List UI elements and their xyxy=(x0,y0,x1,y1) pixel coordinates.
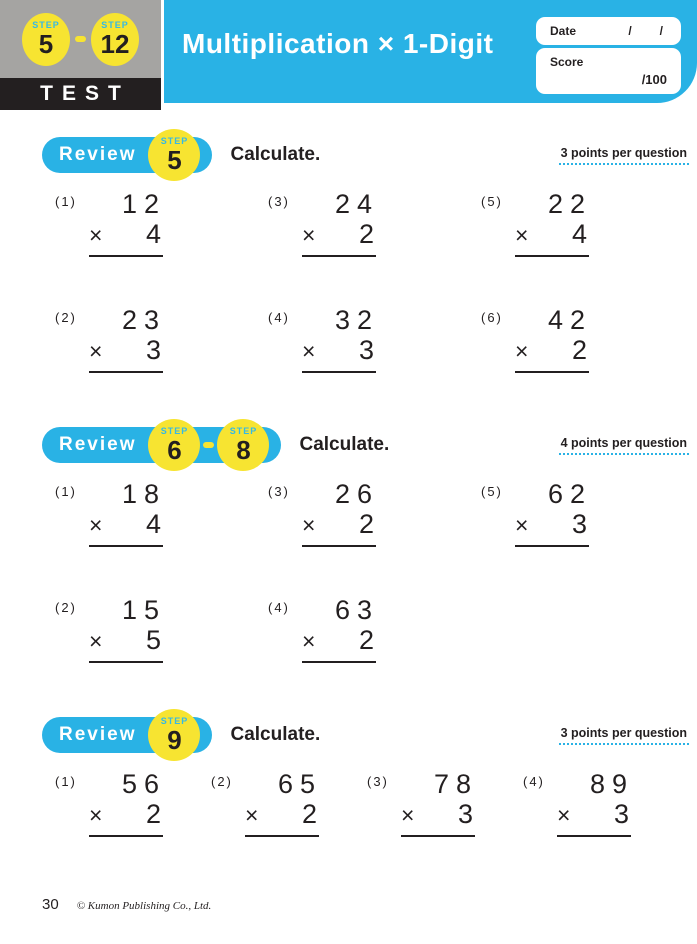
multiplicand: 23 xyxy=(121,305,166,335)
multiplication-sign-icon: × xyxy=(245,802,259,828)
problem-number: (3) xyxy=(268,484,290,499)
multiplicand: 15 xyxy=(121,595,166,625)
multiplicand: 62 xyxy=(547,479,592,509)
multiplicand: 22 xyxy=(547,189,592,219)
step-number: 6 xyxy=(167,434,182,465)
step-number: 12 xyxy=(100,28,130,59)
problem-number: (1) xyxy=(55,194,77,209)
multiplier-row xyxy=(245,800,319,837)
points-per-question: 3 points per question xyxy=(559,726,689,745)
multiplier-row xyxy=(302,510,376,547)
multiplier-row xyxy=(89,800,163,837)
multiplier: 2 xyxy=(358,625,374,655)
multiplication-sign-icon: × xyxy=(302,512,316,538)
review-section xyxy=(0,419,697,709)
step-badge xyxy=(148,709,200,761)
review-badge xyxy=(42,427,281,463)
multiplier: 3 xyxy=(145,335,161,365)
multiplicand: 42 xyxy=(547,305,592,335)
test-banner: TEST xyxy=(0,78,161,110)
problem-number: (4) xyxy=(268,600,290,615)
multiplier: 3 xyxy=(613,799,629,829)
step-number: 5 xyxy=(167,144,182,175)
step-badge-to xyxy=(91,13,139,66)
multiplication-sign-icon: × xyxy=(515,512,529,538)
multiplication-sign-icon: × xyxy=(89,512,103,538)
problem xyxy=(55,189,268,257)
instruction-label: Calculate. xyxy=(299,434,390,455)
points-per-question: 4 points per question xyxy=(559,436,689,455)
multiplier-row xyxy=(557,800,631,837)
problem xyxy=(481,189,694,257)
multiplier: 5 xyxy=(145,625,161,655)
problem-number: (1) xyxy=(55,774,77,789)
review-label: Review xyxy=(59,144,137,165)
problem-math xyxy=(89,595,166,663)
problem-math xyxy=(515,189,592,257)
multiplier-row xyxy=(302,336,376,373)
score-denominator: /100 xyxy=(641,72,667,87)
step-range-dash xyxy=(75,36,86,42)
problem-math xyxy=(302,305,379,373)
header-blue-band xyxy=(164,0,697,103)
footer xyxy=(42,896,211,913)
step-badge xyxy=(217,419,269,471)
multiplier: 3 xyxy=(457,799,473,829)
problem-number: (3) xyxy=(367,774,389,789)
problem xyxy=(268,189,481,257)
problem-row xyxy=(0,305,697,373)
multiplier-row xyxy=(89,510,163,547)
multiplication-sign-icon: × xyxy=(89,628,103,654)
instruction-label: Calculate. xyxy=(230,724,321,745)
multiplication-sign-icon: × xyxy=(89,802,103,828)
multiplier: 2 xyxy=(571,335,587,365)
problem-math xyxy=(515,479,592,547)
step-word: STEP xyxy=(160,716,189,727)
problem xyxy=(268,595,481,663)
problem-math xyxy=(302,595,379,663)
multiplier: 2 xyxy=(145,799,161,829)
problem xyxy=(55,595,268,663)
multiplication-sign-icon: × xyxy=(302,222,316,248)
multiplier: 4 xyxy=(145,219,161,249)
instruction-label: Calculate. xyxy=(230,144,321,165)
multiplier: 4 xyxy=(571,219,587,249)
multiplier-row xyxy=(515,336,589,373)
step-badges xyxy=(148,419,269,471)
multiplier-row xyxy=(515,220,589,257)
problem xyxy=(367,769,523,837)
multiplier: 3 xyxy=(358,335,374,365)
problem xyxy=(55,479,268,547)
multiplicand: 78 xyxy=(433,769,478,799)
multiplication-sign-icon: × xyxy=(515,338,529,364)
problem-math xyxy=(89,305,166,373)
copyright-notice: © Kumon Publishing Co., Ltd. xyxy=(76,900,212,912)
problem-math xyxy=(89,189,166,257)
step-word: STEP xyxy=(160,136,189,147)
problem-number: (4) xyxy=(523,774,545,789)
multiplicand: 12 xyxy=(121,189,166,219)
review-badge xyxy=(42,137,212,173)
problem-math xyxy=(557,769,634,837)
step-number: 8 xyxy=(236,434,251,465)
section-header xyxy=(0,129,697,181)
step-badge xyxy=(148,419,200,471)
multiplier-row xyxy=(89,626,163,663)
review-label: Review xyxy=(59,434,137,455)
date-field[interactable] xyxy=(536,17,681,45)
step-badge-from xyxy=(22,13,70,66)
multiplicand: 32 xyxy=(334,305,379,335)
multiplier-row xyxy=(89,336,163,373)
multiplier-row xyxy=(515,510,589,547)
step-word: STEP xyxy=(229,426,258,437)
points-per-question: 3 points per question xyxy=(559,146,689,165)
problem-number: (2) xyxy=(211,774,233,789)
problem-row xyxy=(0,189,697,257)
problem-math xyxy=(89,769,166,837)
problem-number: (3) xyxy=(268,194,290,209)
problem-number: (6) xyxy=(481,310,503,325)
problem xyxy=(55,305,268,373)
step-badge xyxy=(148,129,200,181)
step-range-banner xyxy=(0,0,161,78)
multiplication-sign-icon: × xyxy=(557,802,571,828)
multiplication-sign-icon: × xyxy=(401,802,415,828)
step-number: 9 xyxy=(167,724,182,755)
multiplication-sign-icon: × xyxy=(302,338,316,364)
multiplier-row xyxy=(89,220,163,257)
multiplication-sign-icon: × xyxy=(89,338,103,364)
multiplier: 3 xyxy=(571,509,587,539)
problem xyxy=(481,479,694,547)
step-number: 5 xyxy=(38,28,54,59)
problem-math xyxy=(515,305,592,373)
multiplicand: 89 xyxy=(589,769,634,799)
step-word: STEP xyxy=(160,426,189,437)
date-label: Date xyxy=(550,24,577,38)
problem-number: (2) xyxy=(55,310,77,325)
step-range-dash xyxy=(203,442,214,448)
multiplier: 2 xyxy=(301,799,317,829)
multiplier-row xyxy=(401,800,475,837)
date-slash: / xyxy=(659,24,663,38)
step-badges xyxy=(148,709,200,761)
step-word: STEP xyxy=(101,20,129,31)
problem-math xyxy=(89,479,166,547)
multiplicand: 18 xyxy=(121,479,166,509)
multiplier-row xyxy=(302,220,376,257)
multiplication-sign-icon: × xyxy=(89,222,103,248)
problem xyxy=(268,305,481,373)
multiplier: 4 xyxy=(145,509,161,539)
review-label: Review xyxy=(59,724,137,745)
problem-number: (5) xyxy=(481,484,503,499)
page-number: 30 xyxy=(42,896,59,913)
date-slash: / xyxy=(628,24,632,38)
multiplication-sign-icon: × xyxy=(515,222,529,248)
problem xyxy=(268,479,481,547)
multiplicand: 24 xyxy=(334,189,379,219)
page-title: Multiplication × 1-Digit xyxy=(182,28,494,59)
multiplication-sign-icon: × xyxy=(302,628,316,654)
multiplicand: 56 xyxy=(121,769,166,799)
sections xyxy=(0,129,697,944)
problem-number: (1) xyxy=(55,484,77,499)
problem-math xyxy=(302,189,379,257)
step-badges xyxy=(148,129,200,181)
problem-number: (5) xyxy=(481,194,503,209)
problem xyxy=(55,769,211,837)
score-field[interactable] xyxy=(536,48,681,94)
section-header xyxy=(0,419,697,471)
score-label: Score xyxy=(550,55,584,69)
problem-row xyxy=(0,595,697,663)
section-header xyxy=(0,709,697,761)
review-badge xyxy=(42,717,212,753)
step-word: STEP xyxy=(32,20,60,31)
multiplier-row xyxy=(302,626,376,663)
multiplicand: 26 xyxy=(334,479,379,509)
problem xyxy=(211,769,367,837)
problem-row xyxy=(0,479,697,547)
problem-number: (4) xyxy=(268,310,290,325)
problem xyxy=(481,305,694,373)
problem-number: (2) xyxy=(55,600,77,615)
multiplicand: 65 xyxy=(277,769,322,799)
problem-row xyxy=(0,769,697,837)
problem-math xyxy=(302,479,379,547)
multiplicand: 63 xyxy=(334,595,379,625)
review-section xyxy=(0,129,697,419)
multiplier: 2 xyxy=(358,509,374,539)
problem xyxy=(523,769,679,837)
multiplier: 2 xyxy=(358,219,374,249)
problem-math xyxy=(245,769,322,837)
problem-math xyxy=(401,769,478,837)
